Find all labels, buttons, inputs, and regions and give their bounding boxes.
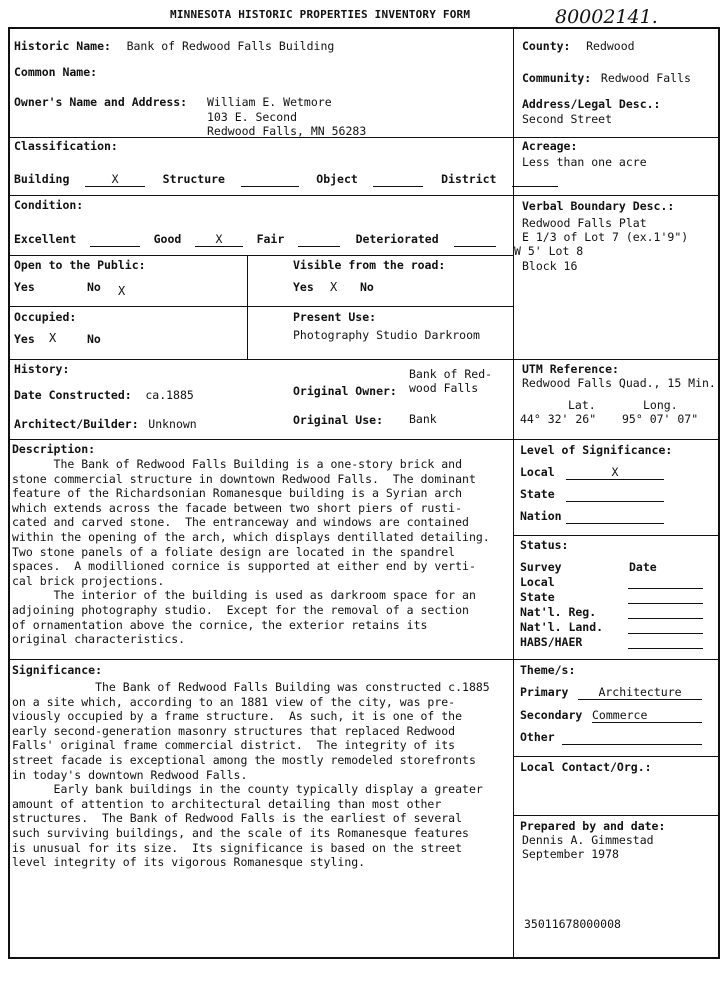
occupied-no: No bbox=[87, 332, 101, 346]
object-field bbox=[373, 172, 423, 187]
description-line: The Bank of Redwood Falls Building is a one-story brick and bbox=[12, 457, 463, 471]
status-date-header: Date bbox=[629, 560, 657, 574]
occupied-yes-mark: X bbox=[49, 331, 57, 345]
row-line bbox=[9, 255, 514, 256]
utm-long-value: 95° 07' 07" bbox=[622, 412, 699, 426]
significance-body bbox=[12, 680, 512, 870]
original-use-value: Bank bbox=[409, 412, 437, 426]
significance-line: Falls' original frame commercial district. The integrity of its bbox=[12, 738, 456, 753]
excellent-label: Excellent bbox=[14, 232, 77, 246]
county-row bbox=[522, 35, 635, 54]
owner-line-2: 103 E. Second bbox=[207, 110, 298, 124]
description-line: stone commercial structure in downtown Redwood Falls. The dominant bbox=[12, 471, 476, 486]
right-row-line bbox=[513, 195, 720, 196]
row-line bbox=[9, 359, 514, 360]
architect-row bbox=[14, 413, 197, 432]
level-local-field: X bbox=[566, 465, 664, 480]
utm-lat-label: Lat. bbox=[568, 398, 596, 412]
original-use-label: Original Use: bbox=[293, 413, 384, 427]
significance-line: structures. The Bank of Redwood Falls is the earliest of several bbox=[12, 811, 463, 826]
description-line: feature of the Richardsonian Romanesque building is a Syrian arch bbox=[12, 486, 463, 501]
right-row-line bbox=[513, 137, 720, 138]
theme-other-field bbox=[562, 730, 702, 745]
structure-label: Structure bbox=[162, 172, 225, 186]
prepared-by-label: Prepared by and date: bbox=[520, 819, 666, 833]
date-constructed-value: ca.1885 bbox=[145, 388, 194, 402]
deteriorated-label: Deteriorated bbox=[355, 232, 439, 246]
description-line: adjoining photography studio. Except for the removal of a section bbox=[12, 602, 469, 617]
theme-secondary-label: Secondary bbox=[520, 708, 583, 722]
historic-name-row bbox=[14, 35, 334, 54]
status-row-natl-land: Nat'l. Land. bbox=[520, 620, 604, 634]
status-date-line bbox=[628, 633, 703, 634]
description-line: cal brick projections. bbox=[12, 573, 165, 588]
classification-label: Classification: bbox=[14, 139, 118, 153]
description-label: Description: bbox=[12, 442, 96, 456]
verbal-boundary-line-4: Block 16 bbox=[522, 259, 578, 273]
open-public-no: No bbox=[87, 280, 101, 294]
status-date-line bbox=[628, 588, 703, 589]
prepared-by-date: September 1978 bbox=[522, 847, 619, 861]
row-line bbox=[9, 195, 514, 196]
verbal-boundary-label: Verbal Boundary Desc.: bbox=[522, 199, 675, 213]
present-use-value: Photography Studio Darkroom bbox=[293, 328, 480, 342]
history-label: History: bbox=[14, 362, 70, 376]
level-significance-label: Level of Significance: bbox=[520, 443, 673, 457]
utm-lat-value: 44° 32' 26" bbox=[520, 412, 597, 426]
local-contact-label: Local Contact/Org.: bbox=[520, 760, 652, 774]
original-owner-label: Original Owner: bbox=[293, 384, 397, 398]
visible-road-label: Visible from the road: bbox=[293, 258, 446, 272]
building-label: Building bbox=[14, 172, 70, 186]
significance-line: early second-generation masonry structures that replaced Redwood bbox=[12, 723, 456, 738]
date-constructed-label: Date Constructed: bbox=[14, 388, 132, 402]
description-body bbox=[12, 457, 512, 647]
district-field bbox=[512, 172, 558, 187]
right-row-line bbox=[513, 359, 720, 360]
open-public-yes: Yes bbox=[14, 280, 35, 294]
date-constructed-row bbox=[14, 384, 194, 403]
good-field: X bbox=[195, 232, 243, 247]
significance-line: on a site which, according to an 1881 view of the city, was pre- bbox=[12, 694, 456, 709]
condition-label: Condition: bbox=[14, 198, 84, 212]
owner-label: Owner's Name and Address: bbox=[14, 95, 188, 109]
open-public-no-mark: X bbox=[118, 284, 126, 298]
occupied-label: Occupied: bbox=[14, 310, 77, 324]
status-row-state: State bbox=[520, 590, 555, 604]
visible-road-yes: Yes bbox=[293, 280, 314, 294]
form-number: 35011678000008 bbox=[524, 917, 621, 931]
theme-primary-field: Architecture bbox=[578, 685, 702, 700]
description-line: cated and carved stone. The entranceway and windows are contained bbox=[12, 515, 469, 530]
fair-label: Fair bbox=[256, 232, 285, 246]
district-label: District bbox=[441, 172, 497, 186]
form-title: MINNESOTA HISTORIC PROPERTIES INVENTORY FORM bbox=[170, 8, 471, 21]
theme-primary-label: Primary bbox=[520, 685, 569, 699]
condition-row bbox=[14, 228, 496, 247]
fair-field bbox=[298, 232, 340, 247]
object-label: Object bbox=[316, 172, 358, 186]
architect-value: Unknown bbox=[148, 417, 197, 431]
significance-line: viously occupied by a frame structure. As such, it is one of the bbox=[12, 709, 463, 724]
county-value: Redwood bbox=[586, 39, 635, 53]
verbal-boundary-line-2: E 1/3 of Lot 7 (ex.1'9") bbox=[522, 230, 689, 244]
status-survey-header: Survey bbox=[520, 560, 562, 574]
significance-line: amount of attention to architectural detailing than most other bbox=[12, 796, 442, 811]
row-line bbox=[9, 659, 720, 660]
right-row-line bbox=[513, 756, 720, 757]
county-label: County: bbox=[522, 39, 571, 53]
significance-line: The Bank of Redwood Falls Building was constructed c.1885 bbox=[12, 680, 490, 694]
status-date-line bbox=[628, 648, 703, 649]
description-line: The interior of the building is used as darkroom space for an bbox=[12, 588, 476, 603]
level-state-field bbox=[566, 487, 664, 502]
description-line: of ornamentation above the cornice, the exterior retains its bbox=[12, 617, 428, 632]
architect-label: Architect/Builder: bbox=[14, 417, 139, 431]
row-line bbox=[9, 306, 514, 307]
address-legal-value: Second Street bbox=[522, 112, 613, 126]
status-row-habs: HABS/HAER bbox=[520, 635, 583, 649]
original-owner-line-1: Bank of Red- bbox=[409, 367, 493, 381]
significance-line: is unusual for its size. Its significance is based on the street bbox=[12, 840, 463, 855]
acreage-value: Less than one acre bbox=[522, 155, 647, 169]
owner-line-1: William E. Wetmore bbox=[207, 95, 332, 109]
description-line: spaces. A modillioned cornice is supported at either end by verti- bbox=[12, 559, 476, 574]
visible-road-no: No bbox=[360, 280, 374, 294]
open-public-label: Open to the Public: bbox=[14, 258, 146, 272]
historic-name-value: Bank of Redwood Falls Building bbox=[126, 39, 335, 53]
verbal-boundary-line-3: W 5' Lot 8 bbox=[514, 244, 584, 258]
inner-divider-public bbox=[247, 255, 248, 359]
address-legal-label: Address/Legal Desc.: bbox=[522, 97, 661, 111]
description-line: which extends across the facade between two short piers of rusti- bbox=[12, 500, 463, 515]
present-use-label: Present Use: bbox=[293, 310, 377, 324]
handwritten-id: 80002141. bbox=[555, 6, 658, 28]
utm-label: UTM Reference: bbox=[522, 362, 619, 376]
level-nation-label: Nation bbox=[520, 509, 562, 523]
classification-row bbox=[14, 168, 558, 187]
community-label: Community: bbox=[522, 71, 592, 85]
status-row-local: Local bbox=[520, 575, 555, 589]
excellent-field bbox=[90, 232, 140, 247]
level-state-label: State bbox=[520, 487, 555, 501]
theme-secondary-field: Commerce bbox=[592, 708, 702, 723]
significance-label: Significance: bbox=[12, 663, 103, 677]
community-value: Redwood Falls bbox=[600, 71, 691, 85]
significance-line: level integrity of its vigorous Romanesque styling. bbox=[12, 855, 366, 870]
status-date-line bbox=[628, 603, 703, 604]
significance-line: such surviving buildings, and the scale of its Romanesque features bbox=[12, 825, 469, 840]
good-label: Good bbox=[153, 232, 182, 246]
theme-label: Theme/s: bbox=[520, 663, 576, 677]
description-line: original characteristics. bbox=[12, 632, 186, 647]
visible-road-yes-mark: X bbox=[330, 280, 338, 294]
status-date-line bbox=[628, 618, 703, 619]
verbal-boundary-line-1: Redwood Falls Plat bbox=[522, 216, 647, 230]
right-row-line bbox=[513, 535, 720, 536]
significance-line: in today's downtown Redwood Falls. bbox=[12, 767, 248, 782]
deteriorated-field bbox=[454, 232, 496, 247]
significance-line: Early bank buildings in the county typically display a greater bbox=[12, 782, 483, 797]
original-owner-line-2: wood Falls bbox=[409, 381, 479, 395]
row-line bbox=[9, 439, 720, 440]
prepared-by-name: Dennis A. Gimmestad bbox=[522, 833, 654, 847]
level-local-label: Local bbox=[520, 465, 555, 479]
description-line: Two stone panels of a foliate design are located in the spandrel bbox=[12, 544, 456, 559]
status-label: Status: bbox=[520, 538, 569, 552]
description-line: within the opening of the arch, which displays dentillated detailing. bbox=[12, 529, 490, 544]
owner-line-3: Redwood Falls, MN 56283 bbox=[207, 124, 367, 138]
structure-field bbox=[241, 172, 299, 187]
right-row-line bbox=[513, 815, 720, 816]
utm-quad: Redwood Falls Quad., 15 Min. bbox=[522, 376, 716, 390]
occupied-yes: Yes bbox=[14, 332, 35, 346]
acreage-label: Acreage: bbox=[522, 139, 578, 153]
theme-other-label: Other bbox=[520, 730, 555, 744]
community-row bbox=[522, 67, 691, 86]
status-row-natl-reg: Nat'l. Reg. bbox=[520, 605, 597, 619]
level-nation-field bbox=[566, 509, 664, 524]
significance-line: street facade is exceptional among the mostly remodeled storefronts bbox=[12, 752, 476, 767]
utm-long-label: Long. bbox=[643, 398, 678, 412]
common-name-label: Common Name: bbox=[14, 65, 98, 79]
building-field: X bbox=[85, 172, 145, 187]
historic-name-label: Historic Name: bbox=[14, 39, 111, 53]
